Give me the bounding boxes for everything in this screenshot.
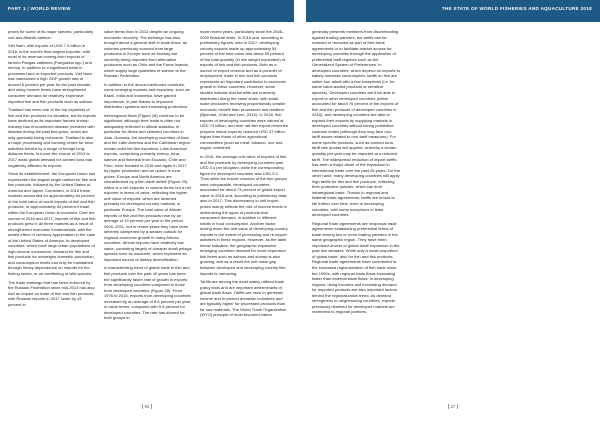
left-header-bar bbox=[0, 0, 294, 22]
paragraph: Tariffs are among the most widely utilized trade policy tools and are important determinants of global trade flows. Tariffs are used to generate income and to protect domestic industries and are typically higher for processed products than for raw materials. The World Trade Organization (WTO) principle of most-favoured nation bbox=[200, 279, 287, 318]
paragraph: Interregional flows (Figure 28) continue to be significant, although their trade is often not adequately reflected in official statistics, in particular for Africa and selected countries in Asia. Oceania, the developing countries of Asia and the Latin America and the Caribbean region remain solid net fish exporters. Latin American exports, comprising primarily shrimp, tuna, salmon and fishmeal from Ecuador, Chile and Peru, were boosted in 2016 and again in 2017 by higher production and an upturn in tuna prices. Europe and North America are characterized by a fish trade deficit (Figure 29). Africa is a net importer in volume terms but a net exporter in terms of value, reflecting the higher unit value of exports, which are destined primarily for developed country markets, in particular Europe. The total value of African imports of fish and fish products rose by an average of 19 percent per year in the period 2000–2011, but in recent years they have been severely dampened by a weaker outlook for regional economic growth in many African countries. African imports have relatively low value, consisting largely of cheaper small pelagic species such as mackerel, which represent an important source of dietary diversification. bbox=[104, 112, 192, 262]
paragraph: In addition to the above-mentioned countries, some emerging markets and exporters, such as Brazil, India and Indonesia, have gained importance, in part thanks to improved distribution systems and increasing production. bbox=[104, 81, 190, 110]
paragraph: In 2016, the average unit value of imports of fish and fish products by developing countries was USD 3.4 per kilogram, while the corresponding figure for developed countries was USD 5.1. Thus while the import volumes of the two groups were comparable, developed countries accounted for about 73 percent of global import value in 2016 and, according to preliminary data, also in 2017. This discrepancy in unit import prices mainly reflects the role of income levels in determining the types of products that consumers demand, in addition to different habits in food consumption. Another factor driving down the unit value of developing-country imports is the extent of processing and re-export activities in these regions. However, as the table below indicates, the geographic expansion emerging countries demand for more expensive fish items such as salmon and shrimp is also growing, and as a result the unit value gap between developed and developing country fish imports is narrowing. bbox=[200, 154, 288, 276]
right-page-number: 37 bbox=[448, 404, 459, 409]
left-page-footer bbox=[0, 404, 294, 409]
left-page-column-2 bbox=[104, 29, 192, 399]
right-page bbox=[312, 29, 592, 399]
paragraph: Viet Nam, with exports of USD 7.3 billion in 2016, is the world's third largest exporter, with most of its revenue coming from exports of farmed Pangas catfishes (Pangasius spp.) and shrimp, in addition to a significant trade in processed and re-exported products. Viet Nam has maintained a high GDP growth rate of around 6 percent per year for the past decade, and rising income levels have strengthened consumer demand for relatively expensive imported fish and fish products such as salmon. bbox=[8, 43, 94, 104]
paragraph: Thailand has been one of the top exporters of fish and fish products for decades, but its exports have declined as its important farmed shrimp industry has encountered disease problems with disease during the past few years, which are only gradually being overcome. Thailand is also a major processing and canning centre for tuna, activities funded by a range of foreign long-distance fleets, but over the course of 2013 to 2017 weak global demand for canned tuna has negatively affected its exports. bbox=[8, 107, 96, 168]
left-header-text: PART 1 | WORLD REVIEW bbox=[8, 6, 71, 11]
left-page-column-3 bbox=[200, 29, 288, 399]
paragraph: The trade embargo that has been enforced by the Russian Federation since mid-2014 has also had an impact on trade of fish and fish products, with Russian imports in 2017 lower by 43 percent in bbox=[8, 279, 95, 307]
right-page-footer bbox=[306, 404, 600, 409]
paragraph: prices for some of its major species, particularly cod and Atlantic salmon. bbox=[8, 29, 94, 40]
right-header-bar bbox=[306, 0, 600, 22]
paragraph: A characterizing trend of global trade in fish and fish products over the past 40 years has been the significantly faster rate of growth in exports from developing countries compared to those from developed countries (Figure 28). From 1976 to 2016, exports from developing countries increased by an average of 8.6 percent per year, in value terms, compared with 5.6 percent for developed countries. The rate has slowed for both groups in bbox=[104, 265, 192, 321]
paragraph: generally presents members from discriminating against trading partners, but tariffs can be reduced or removed as part of free-trade agreements or to facilitate market access for developing countries through the application of preferential tariff regimes such as the Generalized System of Preferences. In developed countries, which depend on imports to satisfy domestic consumption, tariffs on fish are rather low, albeit with a few exceptions (i.e. for some value-added products or sensitive species). Developed countries are thus able to export to other developed countries (which accounted for about 76 percent of the exports of fish and fish products of developed countries in 2016), and developing countries are able to expand their exports by supplying markets in developed countries without facing prohibitive customs duties (although they may face non-tariff issues related to non-tariff measures). For some specific products, such as canned tuna, tariff rate quotas are applied, whereby a certain quantity per year may be imported at a reduced tariff. The widespread reduction of import tariffs has been a major driver of the expansion in international trade over the past 25 years. On the other hand, many developing countries still apply high tariffs for fish and fish products, reflecting their protective policies, which can limit intraregional trade. Thanks to regional and bilateral trade agreements, tariffs are bound to fall further over time, even in developing countries, with some exceptions in least developed countries. bbox=[312, 29, 400, 218]
page-gutter bbox=[294, 0, 306, 424]
paragraph: Regional trade agreements are reciprocal trade agreements establishing preferential terms of trade among two or more trading partners in the same geographic region. They have been important drivers of global trade expansion in the past two decades. While only a small proportion of global trade, also for fish and fish products. Regional trade agreements have contributed to the increased regionalization of fish trade since the 1990s, with regional trade flows increasing faster than external trade flows. In developing regions, rising incomes and increasing demand for imported products are also important factors behind the regionalization trend. As demand strengthens in neighbouring countries, exports previously destined for developed markets are redirected to regional partners. bbox=[312, 220, 400, 315]
paragraph: Since its establishment, the European Union has represented the largest single market for fish and fish products, followed by the United States of America and Japan. Combined, in 2016 these markets accounted for approximately 64 percent of the total value of world imports of fish and fish products, or approximately 54 percent if trade within the European Union is excluded. Over the course of 2016 and 2017, imports of fish and fish products grew in all three markets as a result of strengthened economic fundamentals, with the added effect of currency appreciation in the case of the United States of America. In developed countries, which have large urban populations of high-income consumers, demand for fish and fish products for outweighs domestic production, and consumption levels can only be maintained through heavy dependence on imports for the fishing sector, or on overfishing of wild species. bbox=[8, 171, 96, 276]
left-page-number: 84 bbox=[142, 404, 153, 409]
left-page-column-1 bbox=[8, 29, 96, 399]
right-header-title: THE STATE OF WORLD FISHERIES AND AQUACULTURE 2018 bbox=[441, 6, 592, 11]
part-label: PART 1 bbox=[8, 6, 26, 11]
paragraph: more recent years, particularly since the 2008–2009 financial crisis. In 2016 and, according to preliminary figures, also in 2017, developing country exports made up approximately 54 percent of the total value and about 59 percent of the total quantity (in live weight equivalent) of exports of fish and fish products. Both as a source of export revenue and as a provider of employment, trade in fish and fish products represents an important contributor to economic growth in these countries. However, some studies indicate that benefits are unevenly distributed along the value chain, with small-scale producers receiving proportionally smaller economic benefit than processors and retailers (Bjorndal, Child and Lem, 2014). In 2016, fish exports of developing countries were valued at USD 74 billion, and their net fish export revenues (exports minus imports) reached USD 37 billion, higher than those of other agricultural commodities (such as meat, tobacco, rice and sugar) combined. bbox=[200, 29, 288, 151]
left-page bbox=[8, 29, 288, 399]
right-page-column-1 bbox=[312, 29, 400, 399]
section-label: WORLD REVIEW bbox=[30, 6, 71, 11]
paragraph: value terms than in 2013 despite an ongoing economic recovery. The embargo has also brought about a general shift in trade flows, as volumes previously sourced from large producers in Europe such as Norway are currently being imported from alternative producers such as Chile and the Faroe Islands, which supply large quantities of salmon to the Russian Federation. bbox=[104, 29, 189, 79]
